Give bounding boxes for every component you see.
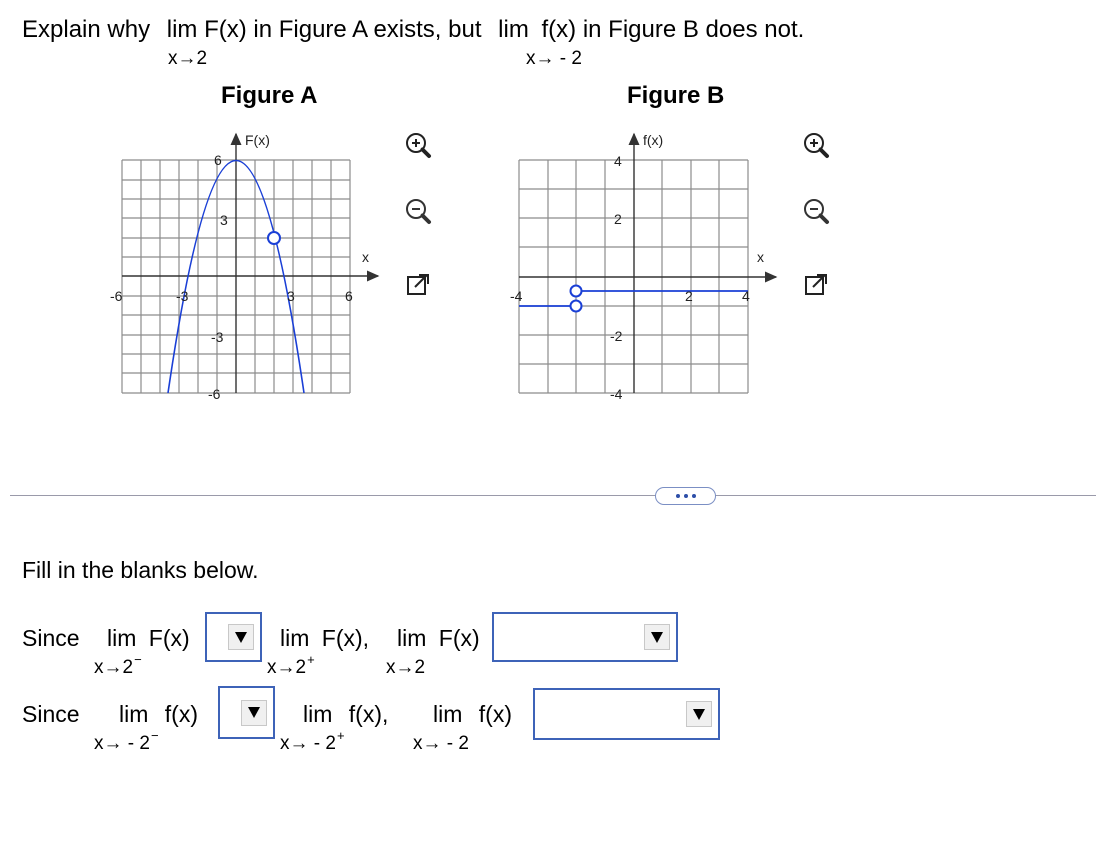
tick-label: -4: [610, 386, 623, 402]
lim-subscript: x→2: [267, 657, 307, 678]
more-dot: [676, 494, 680, 498]
question-text: [22, 16, 804, 44]
row1-sub-b: [267, 652, 315, 679]
row2-since: Since: [22, 701, 80, 727]
figure-a-graph: [105, 125, 395, 405]
row2-sub-c: x→ - 2: [413, 733, 469, 754]
row1-lim-a: [107, 625, 190, 652]
row1-sub-a: [94, 652, 142, 679]
fill-instruction: Fill in the blanks below.: [22, 557, 259, 583]
question-mid: F(x) in Figure A exists, but: [204, 16, 482, 43]
function-text: f(x),: [348, 701, 389, 727]
popout-button-a[interactable]: [401, 268, 435, 302]
one-sided-sign: +: [336, 728, 345, 743]
zoom-in-button-a[interactable]: [401, 129, 435, 163]
row1-sub-c: x→2: [386, 657, 426, 678]
dropdown-arrow: [686, 701, 712, 727]
lim-subscript: x→2: [168, 48, 208, 69]
row1-dropdown-2[interactable]: [492, 612, 678, 662]
popout-icon: [803, 272, 829, 298]
tick-label: 6: [345, 288, 353, 304]
lim-subscript: x→ - 2: [526, 48, 582, 69]
figure-b-title: Figure B: [627, 82, 725, 109]
lim-operator: lim: [280, 625, 310, 651]
dropdown-arrow: [228, 624, 254, 650]
row2-dropdown-2[interactable]: [533, 688, 720, 740]
zoom-in-icon: [801, 131, 831, 161]
function-text: F(x): [438, 625, 480, 651]
lim-operator: lim: [397, 625, 427, 651]
tick-label: 2: [685, 288, 693, 304]
function-text: F(x),: [321, 625, 370, 651]
y-axis-label: F(x): [245, 132, 270, 148]
function-text: F(x): [148, 625, 190, 651]
row1-since: Since: [22, 625, 80, 651]
x-axis-label: x: [362, 249, 369, 265]
zoom-out-button-a[interactable]: [401, 195, 435, 229]
lim-operator: lim: [119, 701, 149, 727]
tick-label: -6: [110, 288, 123, 304]
figure-a-open-point: [268, 232, 280, 244]
tick-label: -3: [176, 288, 189, 304]
zoom-out-button-b[interactable]: [799, 195, 833, 229]
tick-label: 3: [220, 212, 228, 228]
lim-subscript: x→ - 2: [280, 733, 336, 754]
y-axis-label: f(x): [643, 132, 664, 148]
zoom-in-button-b[interactable]: [799, 129, 833, 163]
question-end: f(x) in Figure B does not.: [541, 16, 805, 43]
function-text: f(x): [164, 701, 198, 727]
zoom-out-icon: [801, 197, 831, 227]
one-sided-sign: −: [134, 652, 142, 667]
figure-b-open-point-lower: [571, 301, 582, 312]
lim-operator: lim: [107, 625, 137, 651]
row1-lim-c: [397, 625, 480, 652]
row1-dropdown-1[interactable]: [205, 612, 262, 662]
lim-operator: lim: [498, 16, 529, 43]
row1-lim-b: [280, 625, 369, 652]
row2-lim-a: [119, 701, 198, 728]
zoom-in-icon: [403, 131, 433, 161]
more-dot: [684, 494, 688, 498]
lim-operator: lim: [166, 16, 198, 43]
dropdown-arrow: [241, 700, 267, 726]
more-dot: [692, 494, 696, 498]
zoom-out-icon: [403, 197, 433, 227]
popout-icon: [405, 272, 431, 298]
triangle-down-icon: [692, 708, 706, 721]
triangle-down-icon: [650, 631, 664, 644]
figure-a-title: Figure A: [221, 82, 318, 109]
triangle-down-icon: [234, 631, 248, 644]
tick-label: -2: [610, 328, 623, 344]
popout-button-b[interactable]: [799, 268, 833, 302]
one-sided-sign: +: [307, 652, 315, 667]
tick-label: 4: [742, 288, 750, 304]
more-button[interactable]: [655, 487, 716, 505]
triangle-down-icon: [247, 706, 261, 719]
figure-b-graph: [505, 125, 795, 405]
x-axis-label: x: [757, 249, 764, 265]
lim-operator: lim: [303, 701, 333, 727]
lim-operator: lim: [433, 701, 463, 727]
lim-subscript: x→ - 2: [94, 733, 150, 754]
tick-label: 6: [214, 152, 222, 168]
row2-sub-a: [94, 728, 159, 755]
lim-subscript: x→2: [94, 657, 134, 678]
tick-label: 3: [287, 288, 295, 304]
row2-lim-b: [303, 701, 388, 728]
tick-label: -3: [211, 329, 224, 345]
question-intro: Explain why: [22, 16, 151, 43]
tick-label: -6: [208, 386, 221, 402]
one-sided-sign: −: [150, 728, 159, 743]
row2-sub-b: [280, 728, 345, 755]
tick-label: 4: [614, 153, 622, 169]
dropdown-arrow: [644, 624, 670, 650]
row2-dropdown-1[interactable]: [218, 686, 275, 739]
tick-label: 2: [614, 211, 622, 227]
row2-lim-c: [433, 701, 512, 728]
function-text: f(x): [478, 701, 512, 727]
section-divider: [10, 495, 1096, 496]
tick-label: -4: [510, 288, 523, 304]
figure-b-open-point-upper: [571, 286, 582, 297]
